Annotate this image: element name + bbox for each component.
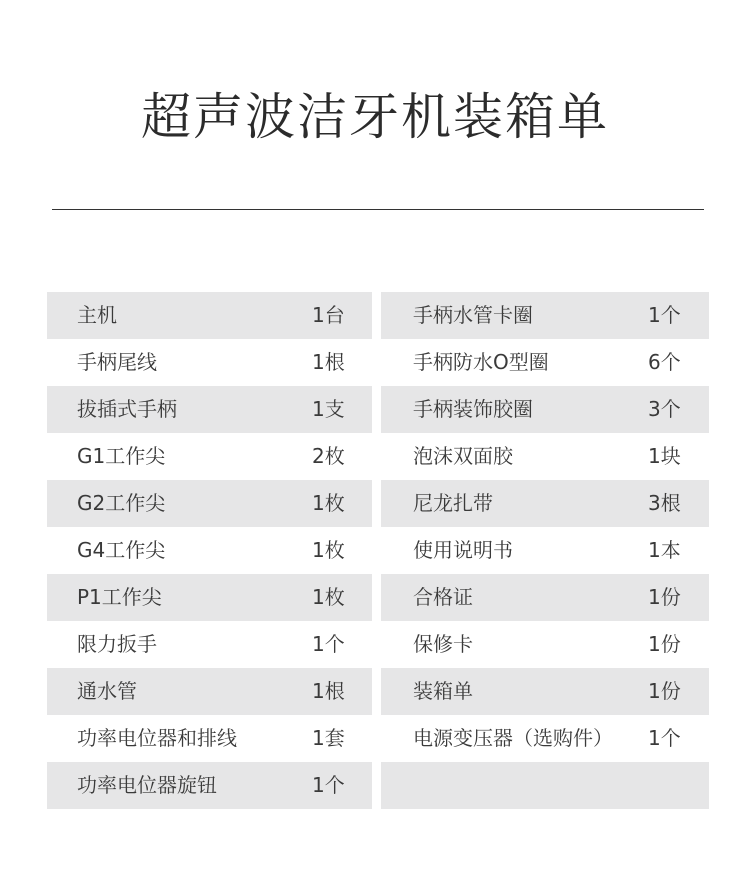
item-qty: 1个 [312,773,345,797]
list-item [47,480,372,527]
item-qty: 1个 [312,632,345,656]
item-name: 功率电位器旋钮 [77,773,217,797]
list-item [381,433,709,480]
list-item [381,668,709,715]
list-item [47,339,372,386]
list-item [47,574,372,621]
list-item [381,480,709,527]
item-name: 手柄水管卡圈 [413,303,533,327]
item-name: 拔插式手柄 [77,397,177,421]
item-qty: 1份 [648,632,681,656]
item-name: 保修卡 [413,632,473,656]
list-item [381,386,709,433]
list-item [47,292,372,339]
item-name: G4工作尖 [77,538,166,562]
item-qty: 1台 [312,303,345,327]
item-qty: 1支 [312,397,345,421]
item-name: 通水管 [77,679,137,703]
item-qty: 2枚 [312,444,345,468]
item-name: P1工作尖 [77,585,162,609]
item-name: 装箱单 [413,679,473,703]
item-name: 使用说明书 [413,538,513,562]
list-item [47,762,372,809]
list-item [381,574,709,621]
list-item [381,715,709,762]
item-qty: 3根 [648,491,681,515]
list-item [381,339,709,386]
item-name: 电源变压器（选购件） [413,726,613,750]
packing-list-right-column [381,292,709,809]
list-item [47,715,372,762]
item-name: 尼龙扎带 [413,491,493,515]
item-qty: 1份 [648,679,681,703]
item-qty: 1枚 [312,585,345,609]
item-qty: 1个 [648,726,681,750]
item-qty: 1块 [648,444,681,468]
item-qty: 1个 [648,303,681,327]
list-item [47,668,372,715]
list-item [47,621,372,668]
item-qty: 1份 [648,585,681,609]
list-item [47,386,372,433]
item-qty: 3个 [648,397,681,421]
item-name: 泡沫双面胶 [413,444,513,468]
item-name: 合格证 [413,585,473,609]
item-qty: 6个 [648,350,681,374]
item-name: 手柄防水O型圈 [413,350,549,374]
list-item [47,433,372,480]
item-qty: 1枚 [312,538,345,562]
list-item [47,527,372,574]
item-name: G2工作尖 [77,491,166,515]
item-qty: 1枚 [312,491,345,515]
item-name: 手柄装饰胶圈 [413,397,533,421]
item-name: 主机 [77,303,117,327]
item-qty: 1本 [648,538,681,562]
list-item [381,527,709,574]
list-item [381,292,709,339]
title-divider [52,209,704,210]
list-item [381,621,709,668]
empty-list-item [381,762,709,809]
item-name: 功率电位器和排线 [77,726,237,750]
item-name: 手柄尾线 [77,350,157,374]
item-qty: 1套 [312,726,345,750]
item-qty: 1根 [312,350,345,374]
item-name: G1工作尖 [77,444,166,468]
item-name: 限力扳手 [77,632,157,656]
item-qty: 1根 [312,679,345,703]
packing-list-left-column [47,292,372,809]
page-title: 超声波洁牙机装箱单 [141,88,609,146]
